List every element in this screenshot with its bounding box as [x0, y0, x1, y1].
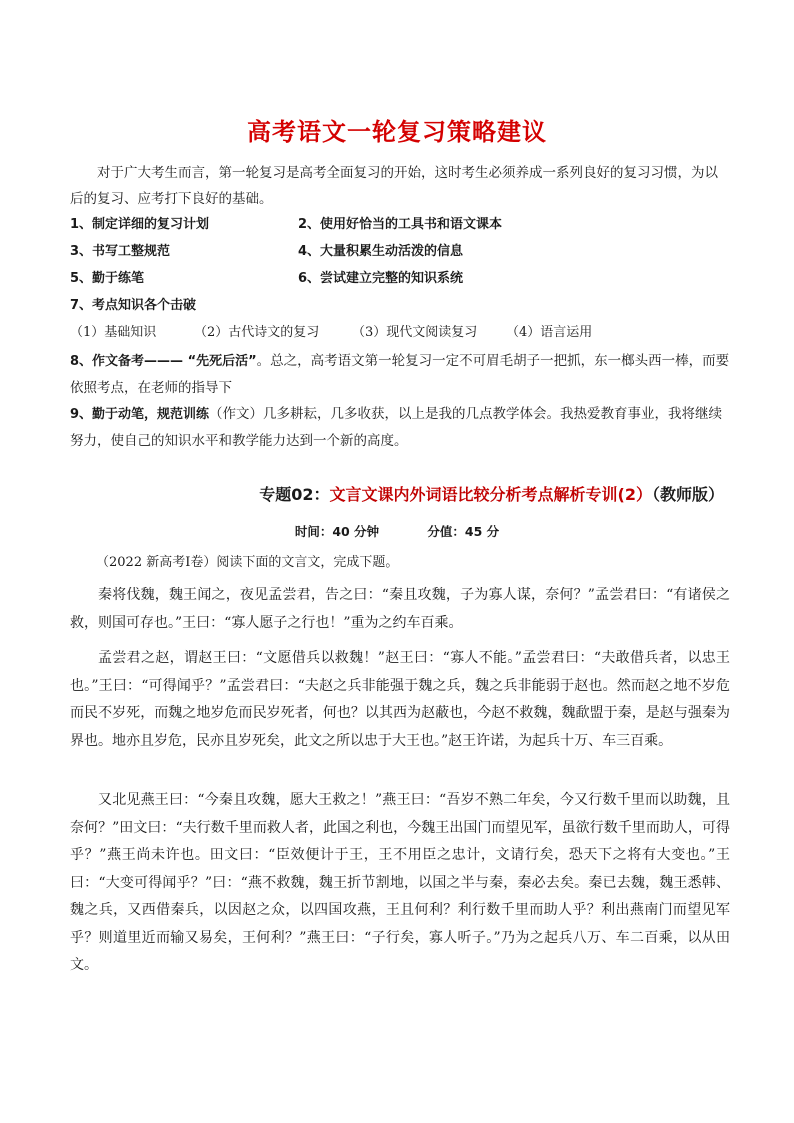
section-heading-title: 文言文课内外词语比较分析考点解析专训(2）: [329, 485, 652, 504]
subitem-2: （2）古代诗文的复习: [194, 325, 320, 340]
item-9-paragraph: [70, 401, 730, 454]
item-row-4: [70, 293, 730, 319]
subitem-4: （4）语言运用: [506, 325, 593, 340]
subitem-3: （3）现代文阅读复习: [352, 325, 478, 340]
exam-time: 时间：40 分钟: [294, 524, 380, 539]
item-6: 6、尝试建立完整的知识系统: [298, 271, 464, 286]
item-8-paragraph: [70, 348, 730, 401]
item-3: 3、书写工整规范: [70, 244, 171, 259]
subitem-row: [70, 320, 730, 346]
exam-instruction: （2022 新高考Ⅰ卷）阅读下面的文言文，完成下题。: [96, 555, 399, 570]
exam-meta: [0, 522, 794, 540]
item-8-lead: 8、作文备考——— “先死后活”: [70, 354, 257, 369]
subitem-1: （1）基础知识: [70, 325, 157, 340]
section-heading-prefix: 专题02：: [259, 485, 330, 504]
item-8-text: 。总之，高考语文第一轮复习一定不可眉毛胡子一把抓，东一榔头西一棒，而要依照考点，在老师的指导下: [70, 353, 730, 396]
item-4: 4、大量积累生动活泼的信息: [298, 244, 464, 259]
section-heading-suffix: （教师版）: [651, 485, 724, 504]
exam-score: 分值：45 分: [427, 524, 500, 539]
item-2: 2、使用好恰当的工具书和语文课本: [298, 217, 503, 232]
item-row-2: [70, 239, 730, 265]
item-5: 5、勤于练笔: [70, 271, 145, 286]
intro-paragraph: 对于广大考生而言，第一轮复习是高考全面复习的开始，这时考生必须养成一系列良好的复习习惯，为以后的复习、应考打下良好的基础。: [70, 165, 718, 207]
item-9-text: （作文）几多耕耘，几多收获，以上是我的几点教学体会。我热爱教育事业，我将继续努力，使自己的知识水平和教学能力达到一个新的高度。: [70, 406, 723, 449]
passage-paragraph-3: 又北见燕王曰：“今秦且攻魏，愿大王救之！”燕王曰：“吾岁不熟二年矣，今又行数千里而以助魏，且奈何？”田文曰：“夫行数千里而救人者，此国之利也，今魏王出国门而望见军，虽欲行数千里而助人，可得乎？”燕王尚未许也。田文曰：“臣效便计于王，王不用臣之忠计，文请行矣，恐天下之将有大变也。”王曰：“大变可得闻乎？”曰：“燕不救魏，魏王折节割地，以国之半与秦，秦必去矣。秦已去魏，魏王悉韩、魏之兵，又西借秦兵，以因赵之众，以四国攻燕，王且何利？利行数千里而助人乎？利出燕南门而望见军乎？则道里近而输又易矣，王何利？”燕王曰：“子行矣，寡人听子。”乃为之起兵八万、车二百乘，以从田文。: [70, 792, 730, 973]
section-heading: [259, 482, 724, 505]
item-row-1: [70, 212, 730, 238]
item-1: 1、制定详细的复习计划: [70, 217, 210, 232]
item-7: 7、考点知识各个击破: [70, 298, 197, 313]
item-row-3: [70, 266, 730, 292]
passage-paragraph-2: 孟尝君之赵，谓赵王曰：“文愿借兵以救魏！”赵王曰：“寡人不能。”孟尝君曰：“夫敢借兵者，以忠王也。”王曰：“可得闻乎？”孟尝君曰：“夫赵之兵非能强于魏之兵，魏之兵非能弱于赵也。然而赵之地不岁危而民不岁死，而魏之地岁危而民岁死者，何也？以其西为赵蔽也，今赵不救魏，魏歃盟于秦，是赵与强秦为界也。地亦且岁危，民亦且岁死矣，此文之所以忠于大王也。”赵王许诺，为起兵十万、车三百乘。: [70, 650, 730, 749]
item-9-lead: 9、勤于动笔，规范训练: [70, 407, 210, 422]
page-title: 高考语文一轮复习策略建议: [247, 118, 547, 146]
passage-paragraph-1: 秦将伐魏，魏王闻之，夜见孟尝君，告之曰：“秦且攻魏，子为寡人谋，奈何？”孟尝君曰：“有诸侯之救，则国可存也。”王曰：“寡人愿子之行也！”重为之约车百乘。: [70, 587, 730, 631]
